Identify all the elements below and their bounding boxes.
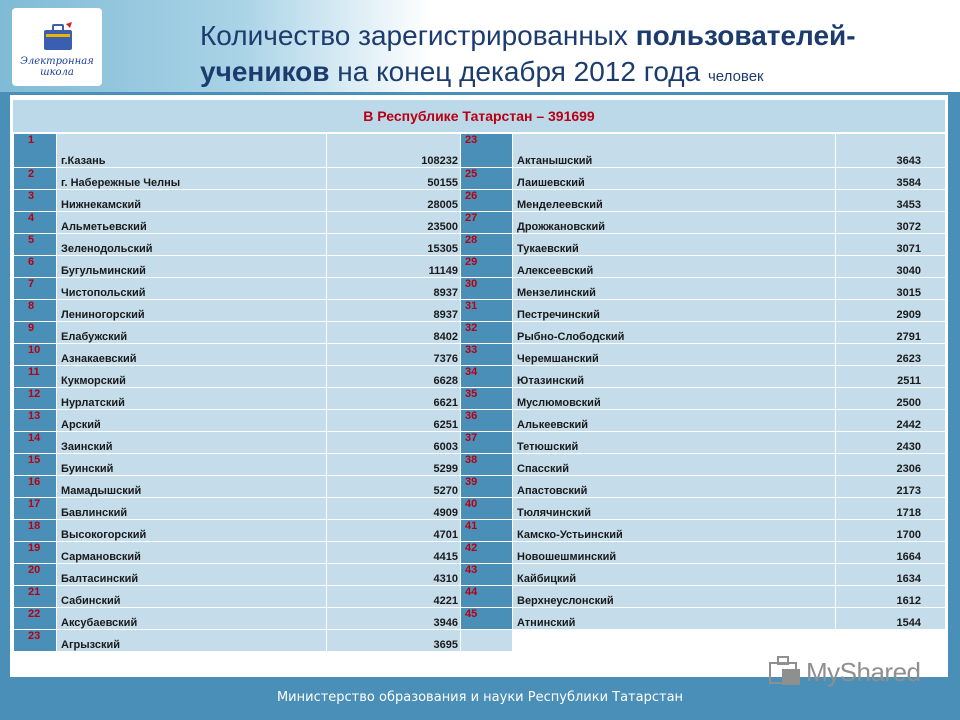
table-row [14,410,946,432]
table-row [14,300,946,322]
user-count: 28005 [327,190,461,212]
district-name: Агрызский [57,630,327,652]
district-name: Бавлинский [57,498,327,520]
user-count: 8937 [327,300,461,322]
table-row [14,278,946,300]
user-count: 2430 [836,432,946,454]
row-number: 26 [461,190,513,212]
table-row [14,630,946,652]
row-number: 5 [14,234,57,256]
district-name: Пестречинский [513,300,836,322]
district-name: Чистопольский [57,278,327,300]
user-count: 1718 [836,498,946,520]
table-row [14,432,946,454]
user-count: 7376 [327,344,461,366]
row-number: 18 [14,520,57,542]
row-number: 28 [461,234,513,256]
row-number: 31 [461,300,513,322]
user-count: 3015 [836,278,946,300]
user-count: 3040 [836,256,946,278]
table-row [14,476,946,498]
row-number: 22 [14,608,57,630]
briefcase-icon [42,22,74,52]
user-count: 8937 [327,278,461,300]
district-name: Лаишевский [513,168,836,190]
district-name: Алексеевский [513,256,836,278]
row-number: 33 [461,344,513,366]
district-name: Тетюшский [513,432,836,454]
user-count: 2442 [836,410,946,432]
row-number: 37 [461,432,513,454]
user-count: 2500 [836,388,946,410]
row-number: 19 [14,542,57,564]
table-row [14,190,946,212]
table-row [14,454,946,476]
district-name: Заинский [57,432,327,454]
district-name: Ютазинский [513,366,836,388]
district-name: Елабужский [57,322,327,344]
row-number: 35 [461,388,513,410]
row-number: 2 [14,168,57,190]
district-name: Спасский [513,454,836,476]
table-row [14,134,946,168]
watermark-logo-icon [768,655,804,689]
district-name: Альметьевский [57,212,327,234]
row-number: 21 [14,586,57,608]
table-row [14,498,946,520]
district-name: Мамадышский [57,476,327,498]
district-name: Бугульминский [57,256,327,278]
user-count: 8402 [327,322,461,344]
user-count: 4415 [327,542,461,564]
user-count: 15305 [327,234,461,256]
row-number: 10 [14,344,57,366]
table-row [14,366,946,388]
table-row [14,168,946,190]
row-number: 13 [14,410,57,432]
user-count: 2623 [836,344,946,366]
user-count: 108232 [327,134,461,168]
table-row [14,608,946,630]
user-count: 2306 [836,454,946,476]
row-number: 3 [14,190,57,212]
district-name: Высокогорский [57,520,327,542]
table-row [14,388,946,410]
district-name: Актанышский [513,134,836,168]
user-count: 4221 [327,586,461,608]
title-part2: на конец декабря 2012 года [329,56,708,87]
page-title [200,18,950,95]
district-name: Новошешминский [513,542,836,564]
district-name: Нижнекамский [57,190,327,212]
logo-text-line2: школа [40,67,74,78]
watermark-text: MyShared [806,657,921,687]
title-unit: человек [707,68,764,85]
row-number: 15 [14,454,57,476]
logo [12,8,102,86]
row-number: 32 [461,322,513,344]
user-count: 1634 [836,564,946,586]
user-count: 4701 [327,520,461,542]
table-row [14,520,946,542]
row-number: 17 [14,498,57,520]
table-row [14,234,946,256]
users-table [13,133,946,652]
user-count: 50155 [327,168,461,190]
district-name: Сармановский [57,542,327,564]
table-row [14,586,946,608]
user-count: 4909 [327,498,461,520]
user-count: 3946 [327,608,461,630]
table-row [14,542,946,564]
row-number: 45 [461,608,513,630]
user-count: 11149 [327,256,461,278]
district-name: Зеленодольский [57,234,327,256]
district-name: Атнинский [513,608,836,630]
row-number: 42 [461,542,513,564]
row-number: 36 [461,410,513,432]
row-number: 40 [461,498,513,520]
district-name: Тюлячинский [513,498,836,520]
district-name: Арский [57,410,327,432]
row-number: 43 [461,564,513,586]
district-name: Верхнеуслонский [513,586,836,608]
logo-text [16,56,98,78]
empty-cell [461,630,513,652]
row-number: 27 [461,212,513,234]
district-name: Сабинский [57,586,327,608]
row-number: 23 [461,134,513,168]
footer-text: Министерство образования и науки Республики Татарстан [276,690,684,705]
user-count: 23500 [327,212,461,234]
user-count: 2173 [836,476,946,498]
user-count: 1664 [836,542,946,564]
user-count: 6003 [327,432,461,454]
row-number: 20 [14,564,57,586]
row-number: 4 [14,212,57,234]
table-row [14,344,946,366]
district-name: Буинский [57,454,327,476]
row-number: 6 [14,256,57,278]
watermark [768,655,928,689]
district-name: Балтасинский [57,564,327,586]
district-name: Азнакаевский [57,344,327,366]
row-number: 1 [14,134,57,168]
row-number: 23 [14,630,57,652]
district-name: Муслюмовский [513,388,836,410]
table-row [14,322,946,344]
user-count: 3071 [836,234,946,256]
district-name: Дрожжановский [513,212,836,234]
district-name: Апастовский [513,476,836,498]
row-number: 44 [461,586,513,608]
district-name: Лениногорский [57,300,327,322]
table-row [14,212,946,234]
user-count: 1612 [836,586,946,608]
table-row [14,564,946,586]
table-row [14,256,946,278]
row-number: 16 [14,476,57,498]
row-number: 12 [14,388,57,410]
user-count: 3584 [836,168,946,190]
district-name: Рыбно-Слободский [513,322,836,344]
logo-text-line1: Электронная [20,56,94,67]
row-number: 41 [461,520,513,542]
user-count: 4310 [327,564,461,586]
user-count: 5299 [327,454,461,476]
user-count: 3072 [836,212,946,234]
row-number: 34 [461,366,513,388]
user-count: 3695 [327,630,461,652]
user-count: 2511 [836,366,946,388]
row-number: 8 [14,300,57,322]
district-name: Менделеевский [513,190,836,212]
district-name: Черемшанский [513,344,836,366]
row-number: 14 [14,432,57,454]
district-name: Кукморский [57,366,327,388]
row-number: 7 [14,278,57,300]
user-count: 6621 [327,388,461,410]
district-name: Нурлатский [57,388,327,410]
user-count: 2909 [836,300,946,322]
district-name: г. Набережные Челны [57,168,327,190]
row-number: 39 [461,476,513,498]
district-name: Кайбицкий [513,564,836,586]
user-count: 3643 [836,134,946,168]
row-number: 38 [461,454,513,476]
district-name: г.Казань [57,134,327,168]
district-name: Аксубаевский [57,608,327,630]
title-part1: Количество зарегистрированных [200,20,636,51]
district-name: Мензелинский [513,278,836,300]
district-name: Тукаевский [513,234,836,256]
row-number: 29 [461,256,513,278]
user-count: 6251 [327,410,461,432]
row-number: 11 [14,366,57,388]
district-name: Камско-Устьинский [513,520,836,542]
user-count: 1700 [836,520,946,542]
row-number: 25 [461,168,513,190]
user-count: 2791 [836,322,946,344]
user-count: 5270 [327,476,461,498]
user-count: 1544 [836,608,946,630]
title-bold: пользователей-учеников [200,20,856,87]
row-number: 9 [14,322,57,344]
district-name: Алькеевский [513,410,836,432]
user-count: 3453 [836,190,946,212]
row-number: 30 [461,278,513,300]
table-caption: В Республике Татарстан – 391699 [13,100,945,132]
user-count: 6628 [327,366,461,388]
